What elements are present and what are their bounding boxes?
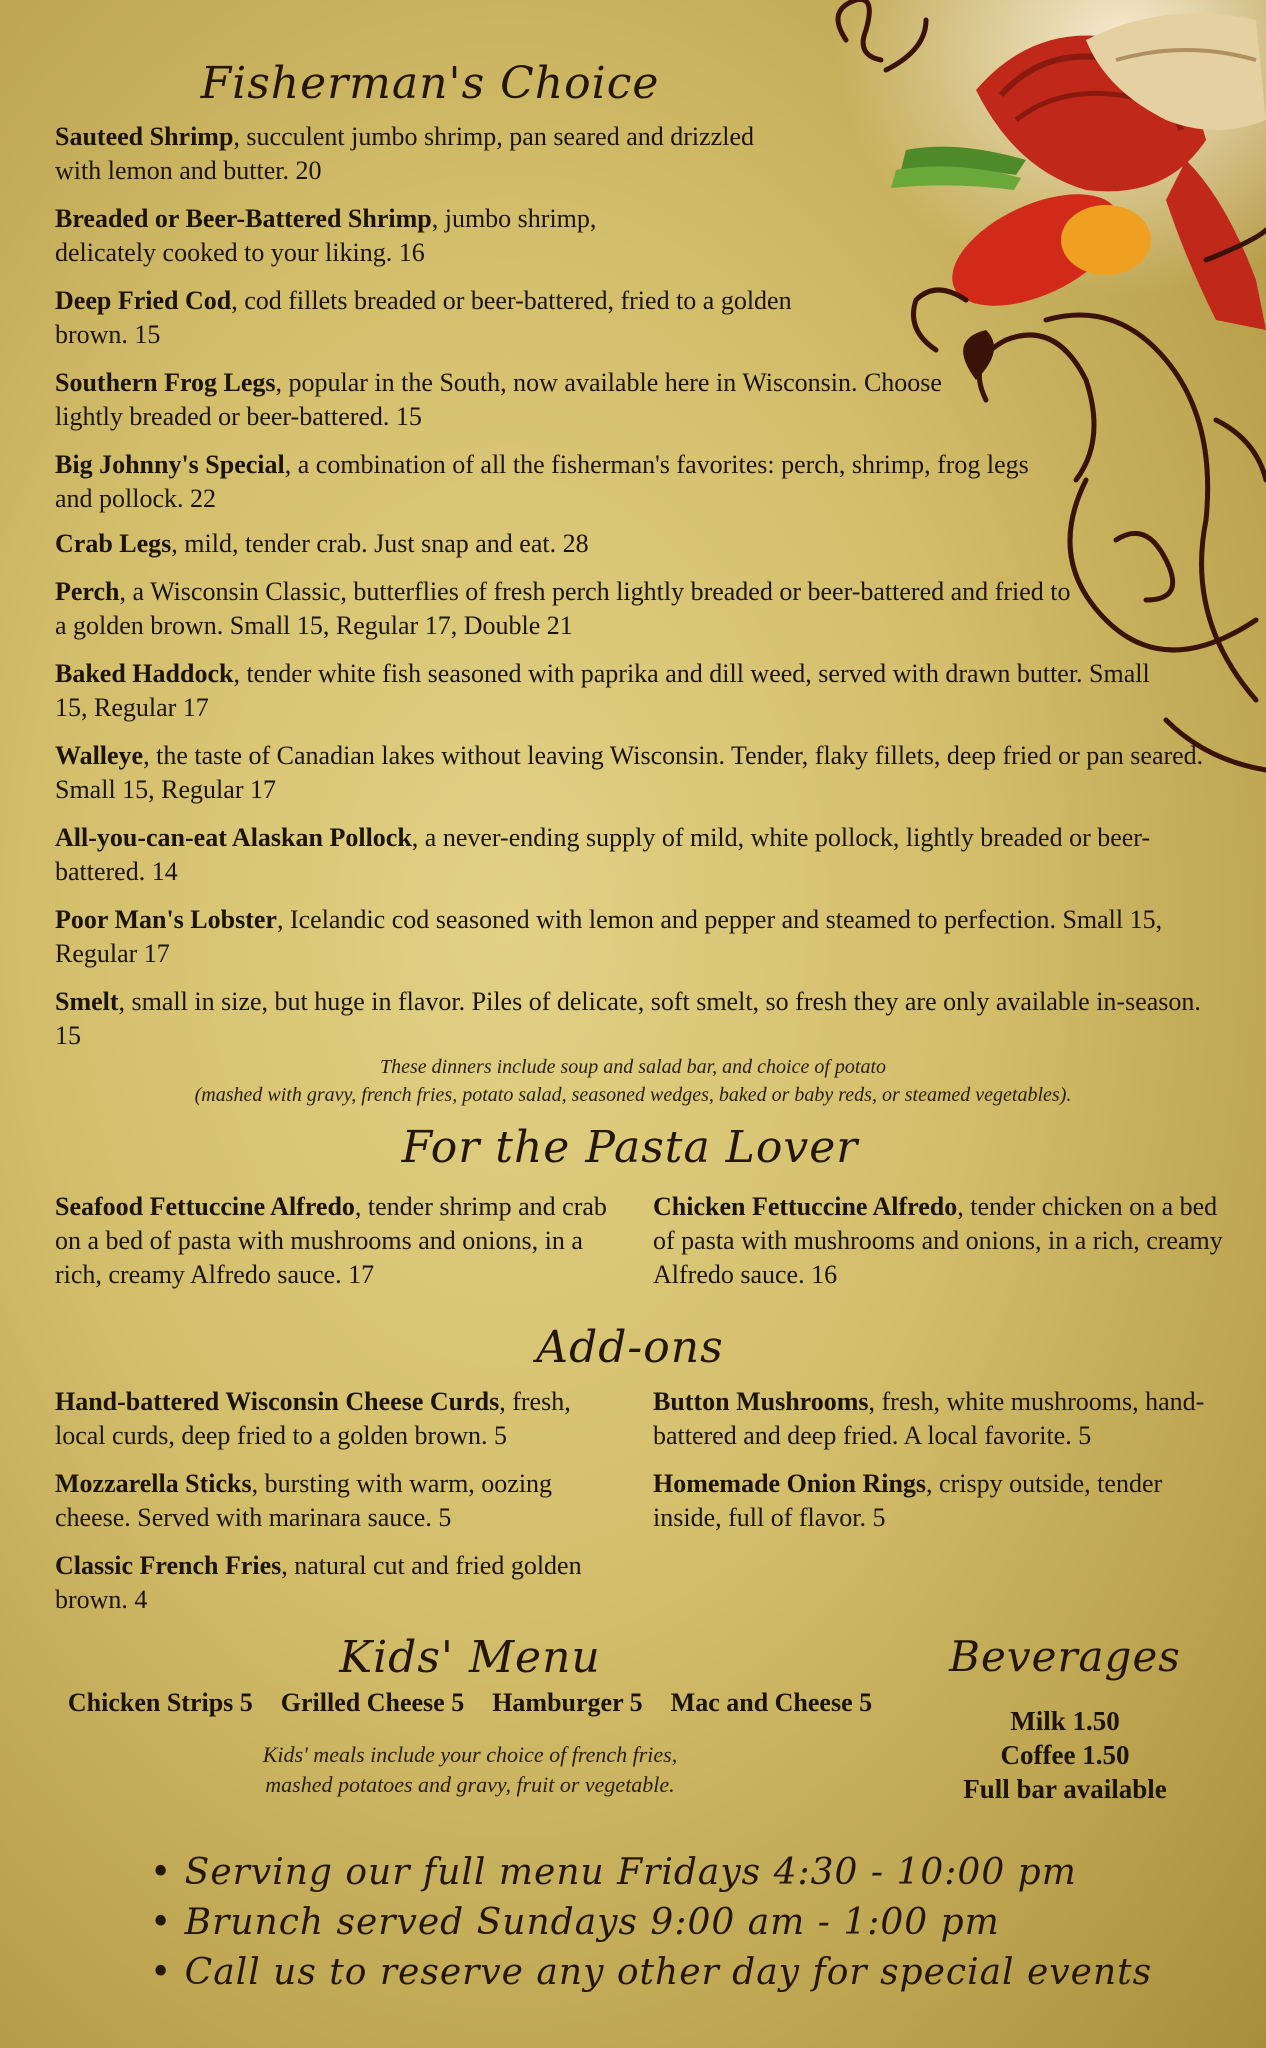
item-name: Baked Haddock [55,659,234,688]
menu-item [55,120,755,188]
item-name: Smelt [55,987,119,1016]
item-description: , mild, tender crab. Just snap and eat. 28 [171,529,589,558]
menu-item [55,1549,595,1617]
hours-line: • Call us to reserve any other day for special events [150,1952,1153,1993]
beverages-list [940,1704,1190,1806]
item-description: , cod fillets breaded or beer-battered, fried to a golden brown. 15 [55,286,792,349]
item-name: Poor Man's Lobster [55,905,277,934]
item-description: , tender white fish seasoned with paprika and dill weed, served with drawn butter. Small 15, Regular 17 [55,659,1150,722]
beverages-title: Beverages [949,1632,1181,1681]
dinner-note-line: (mashed with gravy, french fries, potato salad, seasoned wedges, baked or baby reds, or steamed vegetables). [194,1084,1072,1106]
kids-item: Grilled Cheese 5 [280,1688,465,1717]
dinner-note-line: These dinners include soup and salad bar, and choice of potato [379,1056,887,1078]
menu-item [55,821,1225,889]
menu-item [55,202,695,270]
kids-item: Mac and Cheese 5 [670,1688,873,1717]
menu-item [55,448,1045,516]
fishermans-choice-title: Fisherman's Choice [200,58,660,109]
hours-footer [150,1848,1153,1998]
item-description: , jumbo shrimp, delicately cooked to your liking. 16 [55,204,597,267]
menu-item [55,284,825,352]
item-description: , succulent jumbo shrimp, pan seared and drizzled with lemon and butter. 20 [55,122,754,185]
item-name: All-you-can-eat Alaskan Pollock [55,823,412,852]
beverage-item: Full bar available [963,1774,1167,1804]
item-description: , tender shrimp and crab on a bed of pasta with mushrooms and onions, in a rich, creamy Alfredo sauce. 17 [55,1192,607,1289]
item-description: , fresh, local curds, deep fried to a golden brown. 5 [55,1387,571,1450]
menu-item [55,1385,625,1453]
pasta-title: For the Pasta Lover [401,1122,859,1173]
item-description: , natural cut and fried golden brown. 4 [55,1551,582,1614]
menu-item [55,527,955,561]
addons-title: Add-ons [536,1322,724,1373]
menu-item [653,1467,1223,1535]
menu-item [55,903,1205,971]
kids-note-line: mashed potatoes and gravy, fruit or vegetable. [265,1772,675,1797]
menu-item [55,739,1225,807]
item-name: Walleye [55,741,144,770]
item-name: Button Mushrooms [653,1387,869,1416]
item-description: , a Wisconsin Classic, butterflies of fresh perch lightly breaded or beer-battered and fried to a golden brown. Small 15, Regular 17, Double 21 [55,577,1071,640]
kids-menu-title: Kids' Menu [339,1632,601,1683]
item-description: , bursting with warm, oozing cheese. Served with marinara sauce. 5 [55,1469,553,1532]
menu-item [55,575,1075,643]
item-description: , a combination of all the fisherman's favorites: perch, shrimp, frog legs and pollock. 22 [55,450,1029,513]
item-description: , popular in the South, now available here in Wisconsin. Choose lightly breaded or beer-battered. 15 [55,368,942,431]
item-description: , the taste of Canadian lakes without leaving Wisconsin. Tender, flaky fillets, deep fried or pan seared. Small 15, Regular 17 [55,741,1204,804]
menu-item [55,366,975,434]
item-name: Homemade Onion Rings [653,1469,927,1498]
item-name: Perch [55,577,120,606]
item-name: Chicken Fettuccine Alfredo [653,1192,958,1221]
hours-line: • Serving our full menu Fridays 4:30 - 10:00 pm [150,1852,1077,1893]
item-name: Southern Frog Legs [55,368,276,397]
item-name: Big Johnny's Special [55,450,285,479]
menu-item [653,1190,1223,1292]
item-name: Classic French Fries [55,1551,282,1580]
item-name: Sauteed Shrimp [55,122,234,151]
kids-item: Hamburger 5 [492,1688,643,1717]
menu-item [55,1190,625,1292]
menu-item [55,1467,625,1535]
item-description: , small in size, but huge in flavor. Piles of delicate, soft smelt, so fresh they are only available in-season. 15 [55,987,1201,1050]
menu-item [55,657,1155,725]
item-description: , a never-ending supply of mild, white pollock, lightly breaded or beer-battered. 14 [55,823,1151,886]
item-description: , tender chicken on a bed of pasta with mushrooms and onions, in a rich, creamy Alfredo sauce. 16 [653,1192,1223,1289]
menu-item [653,1385,1223,1453]
dinner-note [100,1053,1166,1109]
item-description: , crispy outside, tender inside, full of flavor. 5 [653,1469,1163,1532]
item-name: Deep Fried Cod [55,286,232,315]
item-name: Mozzarella Sticks [55,1469,252,1498]
kids-note [0,1740,940,1800]
item-name: Seafood Fettuccine Alfredo [55,1192,355,1221]
item-description: , Icelandic cod seasoned with lemon and pepper and steamed to perfection. Small 15, Regular 17 [55,905,1163,968]
item-name: Hand-battered Wisconsin Cheese Curds [55,1387,500,1416]
kids-note-line: Kids' meals include your choice of french fries, [262,1742,678,1767]
item-description: , fresh, white mushrooms, hand-battered and deep fried. A local favorite. 5 [653,1387,1205,1450]
item-name: Crab Legs [55,529,172,558]
item-name: Breaded or Beer-Battered Shrimp [55,204,432,233]
kids-item: Chicken Strips 5 [67,1688,253,1717]
menu-item [55,985,1225,1053]
hours-line: • Brunch served Sundays 9:00 am - 1:00 pm [150,1902,1000,1943]
beverage-item: Coffee 1.50 [1000,1740,1130,1770]
beverage-item: Milk 1.50 [1010,1706,1120,1736]
kids-items [0,1688,940,1718]
